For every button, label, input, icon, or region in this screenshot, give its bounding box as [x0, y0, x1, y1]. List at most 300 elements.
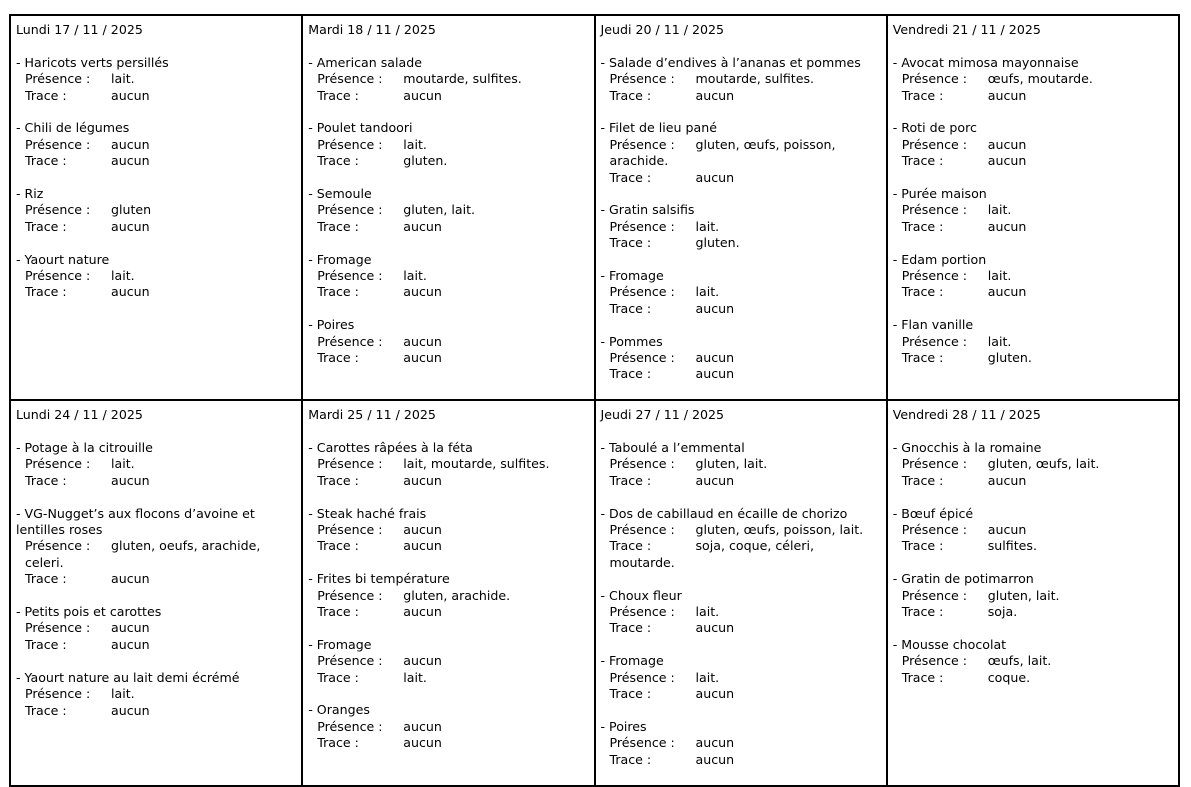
presence-label: Présence : — [317, 653, 383, 669]
trace-value: aucun — [111, 702, 150, 718]
presence-value: œufs, lait. — [987, 653, 1052, 669]
trace-line — [893, 153, 1173, 169]
dish-item — [16, 604, 296, 653]
trace-line — [893, 350, 1173, 366]
day-header: Mardi 18 / 11 / 2025 — [308, 22, 436, 37]
dish-name: - Oranges — [308, 702, 370, 718]
dish-item — [601, 653, 881, 702]
presence-value: gluten, lait. — [695, 456, 768, 472]
presence-value: gluten, œufs, lait. — [987, 456, 1100, 472]
trace-line — [16, 637, 296, 653]
trace-line — [308, 604, 588, 620]
trace-label: Trace : — [901, 472, 944, 488]
dish-item — [893, 637, 1173, 686]
presence-label: Présence : — [317, 718, 383, 734]
trace-label: Trace : — [901, 350, 944, 366]
trace-line — [16, 153, 296, 169]
presence-label: Présence : — [901, 202, 967, 218]
presence-value: lait. — [111, 686, 135, 702]
dish-name: - Petits pois et carottes — [16, 604, 162, 620]
dish-name: - Edam portion — [892, 251, 987, 267]
presence-label: Présence : — [609, 522, 675, 538]
trace-value: sulfites. — [987, 538, 1037, 554]
trace-value: lait. — [403, 669, 427, 685]
trace-value: aucun — [695, 620, 735, 636]
trace-line — [893, 88, 1173, 104]
presence-line — [893, 71, 1173, 87]
dish-name: - Haricots verts persillés — [16, 54, 169, 70]
dish-name: - Filet de lieu pané — [600, 120, 717, 136]
dish-item — [601, 440, 881, 489]
dish-name: - Taboulé a l’emmental — [600, 440, 745, 456]
dish-name: - Fromage — [600, 268, 664, 284]
presence-label: Présence : — [317, 268, 383, 284]
dish-item — [601, 268, 881, 317]
trace-label: Trace : — [25, 636, 67, 652]
trace-value: aucun — [403, 472, 442, 488]
presence-line — [308, 522, 588, 538]
presence-label: Présence : — [901, 456, 967, 472]
presence-value: lait. — [111, 456, 135, 472]
dish-name: - Steak haché frais — [308, 505, 427, 521]
trace-label: Trace : — [609, 235, 652, 251]
presence-value: gluten, arachide. — [403, 587, 511, 603]
day-cell — [595, 400, 887, 785]
presence-label: Présence : — [609, 136, 675, 152]
trace-line — [16, 571, 296, 587]
dish-name: - Gnocchis à la romaine — [892, 440, 1042, 456]
dish-item — [893, 440, 1173, 489]
trace-label: Trace : — [901, 87, 944, 103]
trace-line — [601, 170, 881, 186]
dish-item — [601, 719, 881, 768]
presence-label: Présence : — [609, 284, 675, 300]
trace-value: gluten. — [695, 235, 740, 251]
trace-line — [601, 366, 881, 382]
presence-line — [601, 350, 881, 366]
presence-value: aucun — [403, 718, 442, 734]
dish-item — [893, 571, 1173, 620]
trace-label: Trace : — [317, 735, 359, 751]
trace-value: gluten. — [403, 153, 448, 169]
dish-name: - Chili de légumes — [16, 120, 130, 136]
trace-value: aucun — [987, 153, 1027, 169]
day-header: Lundi 24 / 11 / 2025 — [16, 407, 143, 423]
dish-item — [16, 252, 296, 301]
presence-value: lait. — [403, 268, 427, 284]
presence-value: gluten, lait. — [987, 587, 1060, 603]
dish-name: - Fromage — [308, 636, 372, 652]
presence-line — [308, 334, 588, 350]
trace-line — [893, 284, 1173, 300]
trace-value: gluten. — [987, 350, 1032, 366]
presence-label: Présence : — [901, 268, 967, 284]
dish-name: - Purée maison — [892, 186, 987, 202]
presence-label: Présence : — [317, 587, 383, 603]
dish-item — [601, 202, 881, 251]
presence-line — [308, 202, 588, 218]
presence-value: lait. — [403, 136, 427, 152]
trace-value: aucun — [403, 350, 442, 366]
presence-label: Présence : — [901, 333, 967, 349]
trace-label: Trace : — [25, 472, 67, 488]
dish-item — [308, 702, 588, 751]
presence-line — [601, 137, 881, 170]
presence-line — [16, 456, 296, 472]
presence-label: Présence : — [901, 522, 967, 538]
trace-value: aucun — [403, 284, 442, 300]
trace-value: aucun — [111, 571, 150, 587]
trace-value: aucun — [695, 366, 735, 382]
day-header: Vendredi 21 / 11 / 2025 — [892, 22, 1041, 37]
dish-name: - VG-Nugget’s aux flocons d’avoine et lentilles roses — [16, 505, 255, 538]
dish-item — [16, 186, 296, 235]
presence-value: lait. — [111, 71, 135, 87]
day-header: Lundi 17 / 11 / 2025 — [16, 22, 143, 37]
trace-label: Trace : — [901, 604, 944, 620]
trace-line — [601, 88, 881, 104]
presence-label: Présence : — [25, 268, 91, 284]
presence-value: aucun — [403, 333, 442, 349]
presence-label: Présence : — [609, 604, 675, 620]
day-cell — [10, 15, 302, 400]
presence-label: Présence : — [609, 669, 675, 685]
trace-value: aucun — [403, 87, 442, 103]
trace-label: Trace : — [609, 169, 652, 185]
trace-value: coque. — [987, 669, 1031, 685]
trace-label: Trace : — [317, 472, 359, 488]
trace-label: Trace : — [609, 620, 652, 636]
trace-label: Trace : — [901, 284, 944, 300]
dish-name: - Poires — [308, 317, 355, 333]
presence-label: Présence : — [317, 333, 383, 349]
presence-label: Présence : — [901, 653, 967, 669]
presence-line — [16, 71, 296, 87]
dish-item — [308, 440, 588, 489]
presence-value: lait. — [695, 284, 720, 300]
trace-line — [16, 88, 296, 104]
dish-name: - Gratin de potimarron — [892, 571, 1034, 587]
presence-value: aucun — [111, 620, 150, 636]
trace-label: Trace : — [609, 686, 652, 702]
trace-label: Trace : — [609, 300, 652, 316]
dish-item — [16, 506, 296, 588]
trace-label: Trace : — [901, 669, 944, 685]
presence-line — [893, 137, 1173, 153]
trace-line — [16, 473, 296, 489]
trace-line — [308, 473, 588, 489]
trace-line — [601, 235, 881, 251]
presence-label: Présence : — [25, 202, 91, 218]
day-header: Mardi 25 / 11 / 2025 — [308, 407, 436, 423]
presence-value: moutarde, sulfites. — [403, 71, 522, 87]
presence-label: Présence : — [25, 136, 91, 152]
trace-line — [893, 538, 1173, 554]
trace-line — [308, 219, 588, 235]
dish-item — [893, 120, 1173, 169]
trace-value: aucun — [695, 300, 735, 316]
day-cell — [595, 15, 887, 400]
trace-value: aucun — [695, 169, 735, 185]
trace-label: Trace : — [609, 366, 652, 382]
trace-value: aucun — [111, 87, 150, 103]
dish-name: - Bœuf épicé — [892, 505, 974, 521]
menu-table-body — [10, 15, 1179, 786]
presence-line — [16, 202, 296, 218]
presence-value: aucun — [403, 522, 442, 538]
trace-line — [601, 301, 881, 317]
presence-label: Présence : — [317, 202, 383, 218]
presence-label: Présence : — [25, 620, 91, 636]
day-cell — [10, 400, 302, 785]
dish-name: - Poires — [600, 718, 647, 734]
presence-line — [16, 538, 296, 571]
presence-label: Présence : — [317, 456, 383, 472]
presence-label: Présence : — [317, 522, 383, 538]
trace-label: Trace : — [25, 702, 67, 718]
trace-value: aucun — [111, 472, 150, 488]
presence-value: aucun — [695, 735, 735, 751]
dish-item — [601, 588, 881, 637]
dish-item — [893, 186, 1173, 235]
trace-line — [308, 88, 588, 104]
presence-value: lait. — [987, 333, 1012, 349]
dish-name: - Gratin salsifis — [600, 202, 695, 218]
dish-item — [308, 252, 588, 301]
trace-line — [893, 473, 1173, 489]
presence-line — [893, 456, 1173, 472]
presence-line — [16, 686, 296, 702]
trace-label: Trace : — [25, 284, 67, 300]
trace-label: Trace : — [317, 153, 359, 169]
presence-value: aucun — [111, 136, 150, 152]
trace-line — [308, 284, 588, 300]
presence-line — [308, 268, 588, 284]
presence-value: aucun — [695, 350, 735, 366]
dish-name: - Fromage — [600, 653, 664, 669]
trace-value: aucun — [695, 686, 735, 702]
presence-line — [893, 522, 1173, 538]
dish-name: - Roti de porc — [892, 120, 977, 136]
presence-line — [601, 522, 881, 538]
presence-line — [16, 268, 296, 284]
trace-value: aucun — [111, 284, 150, 300]
trace-label: Trace : — [25, 571, 67, 587]
dish-item — [16, 670, 296, 719]
trace-label: Trace : — [317, 669, 359, 685]
presence-label: Présence : — [901, 587, 967, 603]
dish-item — [308, 506, 588, 555]
trace-line — [308, 350, 588, 366]
trace-label: Trace : — [317, 218, 359, 234]
trace-line — [893, 219, 1173, 235]
dish-name: - Choux fleur — [600, 587, 682, 603]
dish-name: - Pommes — [600, 333, 663, 349]
trace-label: Trace : — [25, 218, 67, 234]
trace-label: Trace : — [609, 472, 652, 488]
dish-name: - Yaourt nature au lait demi écrémé — [16, 669, 240, 685]
dish-item — [601, 120, 881, 186]
presence-line — [308, 719, 588, 735]
presence-label: Présence : — [609, 456, 675, 472]
trace-value: aucun — [987, 472, 1027, 488]
trace-line — [308, 153, 588, 169]
presence-value: gluten, lait. — [403, 202, 476, 218]
presence-line — [308, 137, 588, 153]
dish-name: - Fromage — [308, 251, 372, 267]
trace-value: soja, coque, céleri, moutarde. — [609, 538, 818, 570]
presence-line — [601, 456, 881, 472]
weekly-menu-table — [9, 14, 1180, 787]
presence-line — [893, 268, 1173, 284]
trace-value: aucun — [695, 87, 735, 103]
presence-label: Présence : — [25, 456, 91, 472]
presence-value: lait. — [695, 218, 720, 234]
dish-name: - Carottes râpées à la féta — [308, 440, 473, 456]
presence-value: gluten, œufs, poisson, lait. — [695, 522, 864, 538]
trace-value: aucun — [987, 218, 1027, 234]
presence-value: œufs, moutarde. — [987, 71, 1093, 87]
presence-value: lait, moutarde, sulfites. — [403, 456, 550, 472]
trace-label: Trace : — [609, 751, 652, 767]
presence-line — [16, 620, 296, 636]
dish-name: - Potage à la citrouille — [16, 440, 153, 456]
trace-line — [16, 219, 296, 235]
dish-item — [893, 506, 1173, 555]
dish-name: - Riz — [16, 186, 44, 202]
trace-line — [16, 284, 296, 300]
presence-line — [893, 334, 1173, 350]
trace-line — [893, 670, 1173, 686]
presence-value: lait. — [695, 669, 720, 685]
dish-item — [893, 55, 1173, 104]
day-cell — [887, 400, 1179, 785]
trace-value: aucun — [403, 735, 442, 751]
trace-line — [16, 703, 296, 719]
presence-line — [893, 202, 1173, 218]
dish-item — [308, 571, 588, 620]
trace-line — [601, 620, 881, 636]
presence-value: gluten, œufs, poisson, arachide. — [609, 136, 840, 169]
presence-line — [601, 219, 881, 235]
presence-label: Présence : — [609, 71, 675, 87]
trace-line — [601, 752, 881, 768]
day-header: Jeudi 20 / 11 / 2025 — [600, 22, 725, 37]
dish-item — [308, 120, 588, 169]
week-row — [10, 400, 1179, 785]
presence-line — [893, 588, 1173, 604]
dish-item — [16, 120, 296, 169]
presence-value: aucun — [987, 522, 1027, 538]
presence-value: gluten — [111, 202, 152, 218]
trace-value: aucun — [111, 636, 150, 652]
dish-item — [308, 55, 588, 104]
presence-value: aucun — [403, 653, 442, 669]
trace-line — [308, 538, 588, 554]
presence-label: Présence : — [609, 350, 675, 366]
trace-label: Trace : — [901, 538, 944, 554]
trace-value: aucun — [987, 284, 1027, 300]
trace-value: aucun — [403, 538, 442, 554]
dish-item — [308, 317, 588, 366]
dish-item — [601, 506, 881, 572]
dish-name: - American salade — [308, 54, 422, 70]
trace-line — [601, 538, 881, 571]
presence-label: Présence : — [901, 71, 967, 87]
trace-label: Trace : — [901, 153, 944, 169]
trace-line — [893, 604, 1173, 620]
trace-line — [601, 686, 881, 702]
presence-value: gluten, oeufs, arachide, celeri. — [25, 538, 265, 570]
dish-item — [16, 440, 296, 489]
day-header: Vendredi 28 / 11 / 2025 — [892, 407, 1041, 423]
presence-value: lait. — [111, 268, 135, 284]
dish-name: - Semoule — [308, 186, 372, 202]
presence-label: Présence : — [25, 686, 91, 702]
trace-value: aucun — [403, 218, 442, 234]
day-header: Jeudi 27 / 11 / 2025 — [600, 407, 725, 423]
trace-label: Trace : — [317, 538, 359, 554]
dish-name: - Avocat mimosa mayonnaise — [892, 54, 1079, 70]
trace-label: Trace : — [317, 284, 359, 300]
presence-line — [308, 653, 588, 669]
presence-label: Présence : — [317, 71, 383, 87]
presence-label: Présence : — [25, 538, 91, 554]
dish-item — [601, 55, 881, 104]
presence-line — [308, 456, 588, 472]
trace-label: Trace : — [317, 350, 359, 366]
trace-value: aucun — [111, 153, 150, 169]
trace-value: aucun — [403, 604, 442, 620]
presence-line — [601, 71, 881, 87]
trace-label: Trace : — [317, 87, 359, 103]
dish-item — [308, 186, 588, 235]
trace-label: Trace : — [317, 604, 359, 620]
presence-line — [601, 735, 881, 751]
trace-label: Trace : — [25, 87, 67, 103]
trace-label: Trace : — [25, 153, 67, 169]
trace-label: Trace : — [609, 87, 652, 103]
dish-name: - Dos de cabillaud en écaille de chorizo — [600, 505, 848, 521]
trace-value: aucun — [695, 751, 735, 767]
presence-line — [308, 588, 588, 604]
presence-value: lait. — [987, 202, 1012, 218]
trace-value: aucun — [111, 218, 150, 234]
presence-line — [601, 284, 881, 300]
dish-name: - Frites bi température — [308, 571, 450, 587]
presence-line — [893, 653, 1173, 669]
presence-value: lait. — [987, 268, 1012, 284]
presence-label: Présence : — [609, 218, 675, 234]
trace-value: aucun — [695, 472, 735, 488]
trace-line — [308, 735, 588, 751]
dish-name: - Flan vanille — [892, 317, 974, 333]
dish-item — [308, 637, 588, 686]
presence-label: Présence : — [25, 71, 91, 87]
trace-label: Trace : — [901, 218, 944, 234]
day-cell — [887, 15, 1179, 400]
trace-label: Trace : — [609, 538, 652, 554]
trace-value: aucun — [987, 87, 1027, 103]
presence-value: moutarde, sulfites. — [695, 71, 815, 87]
presence-line — [601, 604, 881, 620]
week-row — [10, 15, 1179, 400]
trace-line — [601, 473, 881, 489]
dish-name: - Yaourt nature — [16, 251, 110, 267]
dish-name: - Salade d’endives à l’ananas et pommes — [600, 54, 861, 70]
dish-name: - Poulet tandoori — [308, 120, 413, 136]
trace-value: soja. — [987, 604, 1018, 620]
